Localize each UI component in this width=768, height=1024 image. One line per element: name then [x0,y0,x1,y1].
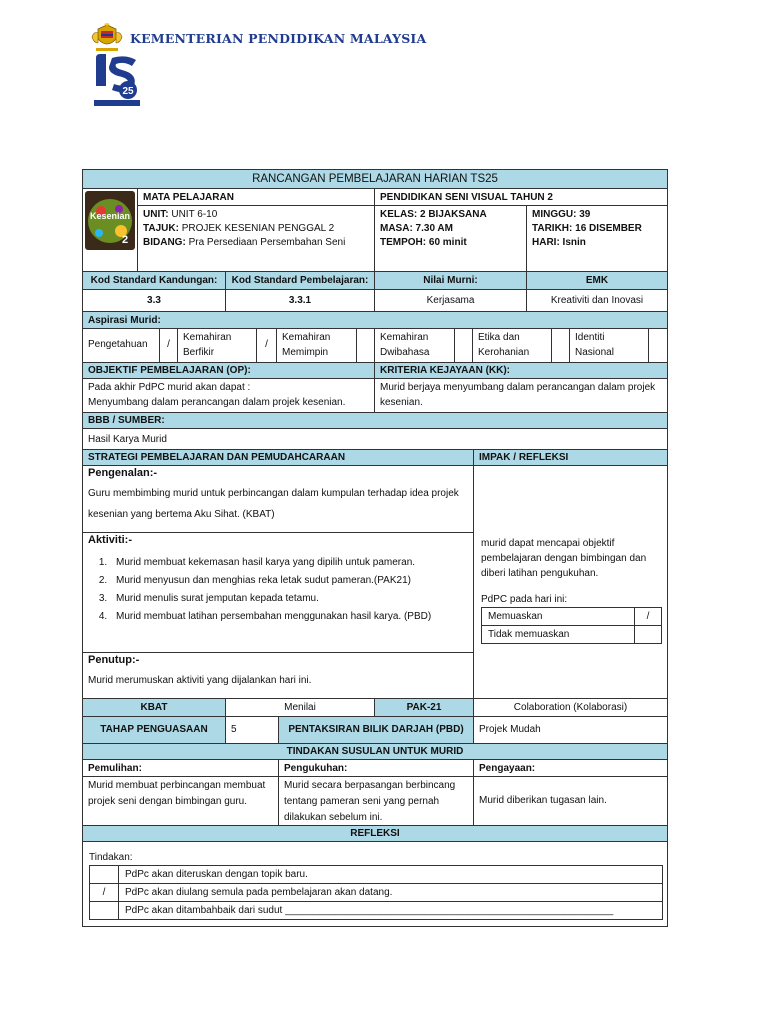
aspirasi-label: Aspirasi Murid: [88,315,161,326]
impak-label: IMPAK / REFLEKSI [479,452,569,463]
textbook-cover [83,189,138,271]
refleksi-option-text: PdPc akan diteruskan dengan topik baru. [119,866,663,884]
refleksi-option-text: PdPc akan diulang semula pada pembelajaran akan datang. [119,884,663,902]
refleksi-body-row [83,842,667,926]
impak-body [474,466,667,698]
standards-header-row [83,272,667,290]
aspirasi-item-label: Kemahiran Dwibahasa [375,329,455,362]
refleksi-option-mark [90,902,119,920]
pengenalan-text: Guru membimbing murid untuk perbincangan dalam kumpulan terhadap idea projek kesenian yang bertema Aku Sihat. (KBAT) [88,488,459,520]
jata-negara-crest-icon [90,23,124,53]
pdpc-result-table [481,607,662,644]
strategi-header-row [83,450,667,466]
penutup-section [83,653,473,698]
aktiviti-label: Aktiviti:- [88,534,132,546]
refleksi-option-text: PdPc akan ditambahbaik dari sudut ___________________________________________________________ [119,902,663,920]
date-cell [527,206,667,271]
pengayaan-text: Murid diberikan tugasan lain. [479,795,607,806]
bidang-line [143,236,369,250]
objektif-line-2: Menyumbang dalam perancangan dalam projek kesenian. [88,397,346,408]
pbd-value: Projek Mudah [479,724,541,735]
aspirasi-item-mark [455,329,473,362]
pemulihan-text: Murid membuat perbincangan membuat projek seni dengan bimbingan guru. [83,777,279,825]
strategi-body [83,466,474,698]
aspirasi-item-mark [552,329,570,362]
pengayaan-label: Pengayaan: [479,763,536,774]
objektif-row [83,379,667,413]
kbat-value: Menilai [226,699,375,716]
tahap-penguasaan-value: 5 [226,717,279,743]
aspirasi-item-mark [357,329,375,362]
class-cell [375,206,527,271]
textbook-number: 2 [121,234,129,246]
objektif-line-1: Pada akhir PdPC murid akan dapat : [88,382,251,393]
ts25-logo-number: 25 [122,86,134,97]
pdpc-option-row [482,626,662,644]
aktiviti-item: 4. Murid membuat latihan persembahan menggunakan hasil karya. (PBD) [110,611,468,622]
pak21-value: Colaboration (Kolaborasi) [513,702,628,713]
pengenalan-section [83,466,473,533]
tajuk-value: PROJEK KESENIAN PENGGAL 2 [181,223,335,234]
ministry-name: KEMENTERIAN PENDIDIKAN MALAYSIA [130,30,427,46]
unit-label: UNIT: [143,209,169,220]
pengukuhan-text: Murid secara berpasangan berbincang tentang pameran seni yang pernah dilakukan sebelum ini. [279,777,474,825]
aspirasi-item-label: Kemahiran Berfikir [178,329,257,362]
subject-details [138,189,667,271]
bidang-value: Pra Persediaan Persembahan Seni [188,237,346,248]
lesson-plan-table [82,169,668,927]
pdpc-option-mark [635,626,662,644]
pemulihan-label: Pemulihan: [83,760,279,776]
refleksi-label: REFLEKSI [350,828,400,839]
aktiviti-section [83,533,473,653]
ministry-header [90,22,426,54]
nilai-murni-label: Nilai Murni: [375,272,527,289]
bbb-header-row [83,413,667,429]
nilai-murni-value: Kerjasama [375,290,527,311]
bidang-label: BIDANG: [143,237,186,248]
aktiviti-item: 3. Murid menulis surat jemputan kepada tetamu. [110,593,468,604]
tahap-penguasaan-label: TAHAP PENGUASAAN [83,717,226,743]
tajuk-label: TAJUK: [143,223,179,234]
textbook-cover-image-icon [85,191,135,250]
kbat-row [83,699,667,717]
penutup-label: Penutup:- [88,654,140,666]
bbb-label: BBB / SUMBER: [88,415,165,426]
aspirasi-header-row [83,312,667,329]
objektif-cell [83,379,375,412]
hari: HARI: Isnin [532,237,586,248]
strategi-body-row [83,466,667,699]
unit-value: UNIT 6-10 [171,209,218,220]
emk-label: EMK [585,275,609,286]
kbat-label: KBAT [83,699,226,716]
strategi-label: STRATEGI PEMBELAJARAN DAN PEMUDAHCARAAN [83,450,474,465]
refleksi-option-row [90,902,663,920]
kod-standard-kandungan-label: Kod Standard Kandungan: [83,272,226,289]
subject-row [138,189,667,206]
pengenalan-label: Pengenalan:- [88,467,158,479]
pdpc-label: PdPC pada hari ini: [481,594,568,605]
pbd-label: PENTAKSIRAN BILIK DARJAH (PBD) [279,717,474,743]
pdpc-option-label: Memuaskan [482,608,635,626]
textbook-title: Kesenian [89,211,131,221]
kod-standard-pembelajaran-value: 3.3.1 [226,290,375,311]
pdpc-option-label: Tidak memuaskan [482,626,635,644]
pengukuhan-label: Pengukuhan: [279,760,474,776]
standards-value-row [83,290,667,312]
refleksi-option-row [90,884,663,902]
aspirasi-items-row [83,329,667,363]
aktiviti-list [88,557,468,622]
subject-block [83,189,667,272]
bbb-text: Hasil Karya Murid [88,434,167,445]
aspirasi-item-mark [649,329,667,362]
unit-details-row [138,206,667,271]
aspirasi-item-label: Kemahiran Memimpin [277,329,357,362]
kriteria-label: KRITERIA KEJAYAAN (KK): [380,365,511,376]
refleksi-options-table [89,865,663,920]
subject-value: PENDIDIKAN SENI VISUAL TAHUN 2 [380,192,553,203]
tahap-row [83,717,667,744]
refleksi-tindakan-label: Tindakan: [89,852,133,863]
tarikh: TARIKH: 16 DISEMBER [532,223,642,234]
refleksi-option-row [90,866,663,884]
aspirasi-item-label: Identiti Nasional [570,329,649,362]
objektif-label: OBJEKTIF PEMBELAJARAN (OP): [83,363,375,378]
kod-standard-kandungan-value: 3.3 [83,290,226,311]
bbb-row [83,429,667,450]
tindakan-body-row [83,777,667,826]
refleksi-header-row [83,826,667,842]
pdpc-option-row [482,608,662,626]
kelas: KELAS: 2 BIJAKSANA [380,209,487,220]
refleksi-option-mark [90,866,119,884]
tindakan-subheader-row [83,760,667,777]
page-title: RANCANGAN PEMBELAJARAN HARIAN TS25 [252,173,498,185]
aspirasi-item-label: Pengetahuan [83,329,160,362]
pdpc-option-mark: / [635,608,662,626]
title-row [83,170,667,189]
aspirasi-item-mark: / [160,329,178,362]
refleksi-body [83,842,668,926]
tindakan-susulan-label: TINDAKAN SUSULAN UNTUK MURID [286,746,464,757]
kriteria-text: Murid berjaya menyumbang dalam perancangan dalam projek kesenian. [380,382,656,408]
masa: MASA: 7.30 AM [380,223,453,234]
pak21-label: PAK-21 [375,699,474,716]
kod-standard-pembelajaran-label: Kod Standard Pembelajaran: [226,272,375,289]
tindakan-header-row [83,744,667,760]
refleksi-option-mark: / [90,884,119,902]
ts25-logo-icon [92,52,142,108]
emk-value: Kreativiti dan Inovasi [550,295,644,306]
unit-cell [138,206,375,271]
tempoh: TEMPOH: 60 minit [380,237,467,248]
penutup-text: Murid merumuskan aktiviti yang dijalankan hari ini. [88,675,312,686]
aktiviti-item: 2. Murid menyusun dan menghias reka letak sudut pameran.(PAK21) [110,575,468,586]
unit-line [143,208,369,222]
tajuk-line [143,222,369,236]
aspirasi-item-label: Etika dan Kerohanian [473,329,552,362]
minggu: MINGGU: 39 [532,209,591,220]
aktiviti-item: 1. Murid membuat kekemasan hasil karya yang dipilih untuk pameran. [110,557,468,568]
impak-text: murid dapat mencapai objektif pembelajaran dengan bimbingan dan diberi latihan pengukuhan. [481,538,647,579]
subject-label: MATA PELAJARAN [138,189,375,205]
aspirasi-item-mark: / [257,329,277,362]
objektif-header-row [83,363,667,379]
